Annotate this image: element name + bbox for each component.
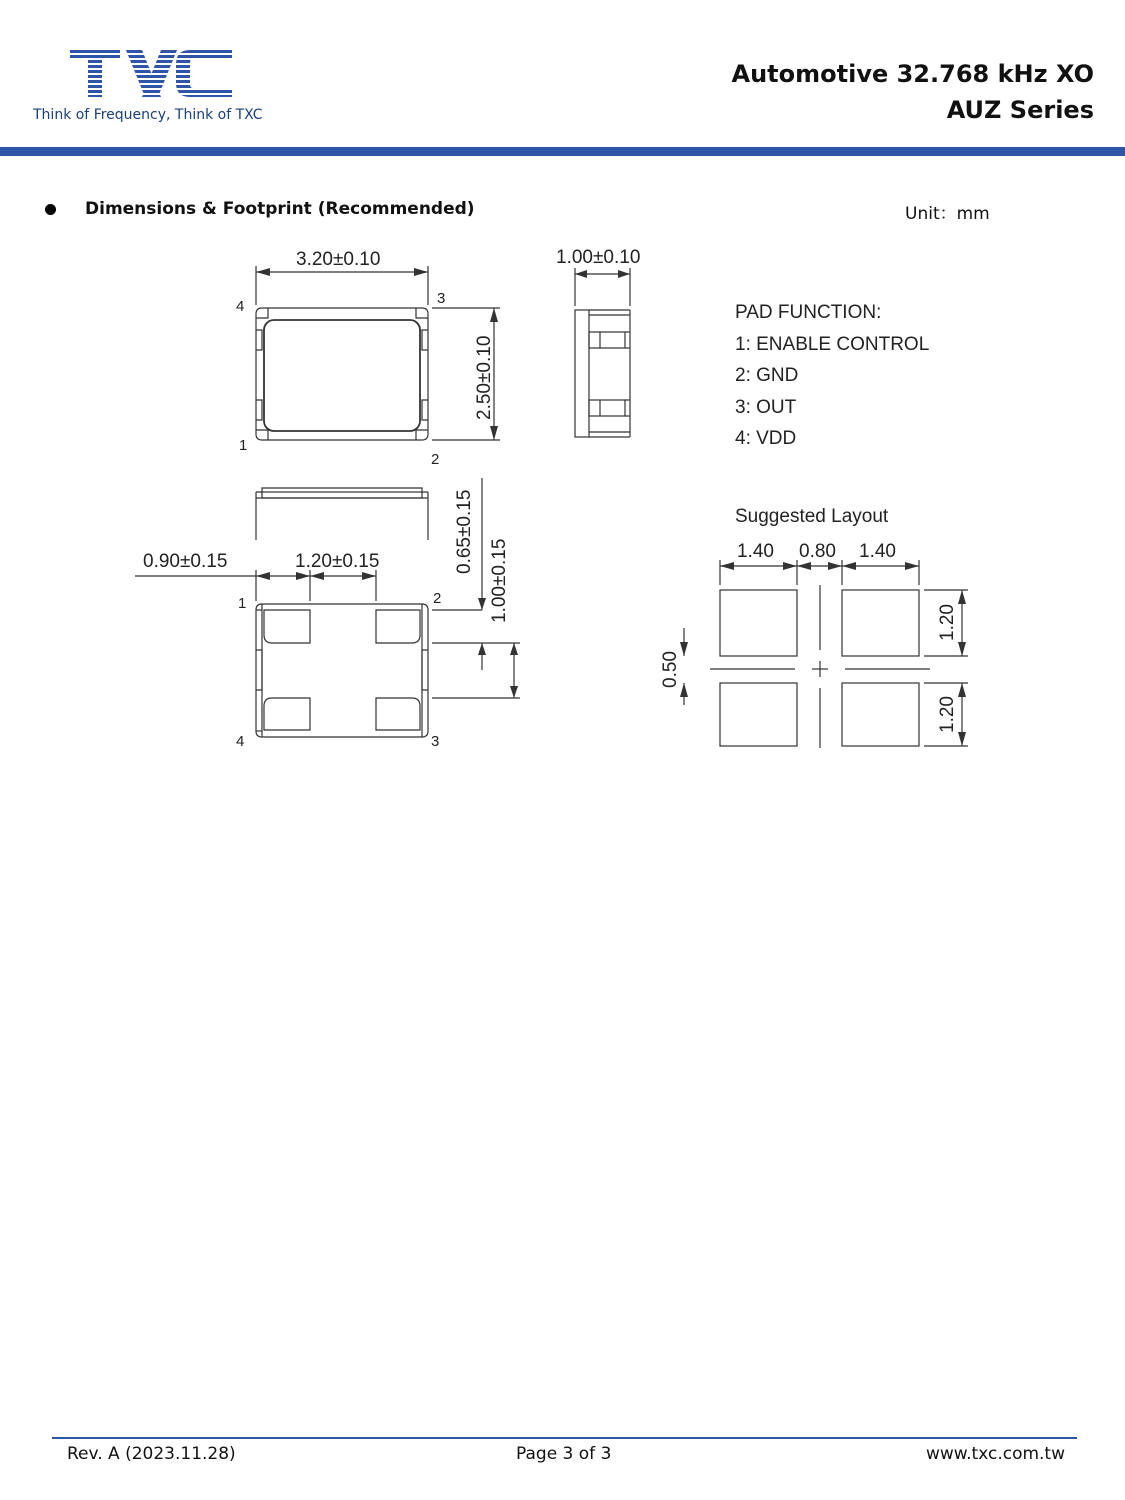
pin-label-1-bottom: 1 <box>238 595 247 612</box>
suggested-layout-drawing <box>684 560 968 748</box>
dim-pad-length: 1.20±0.15 <box>295 551 380 572</box>
dim-pad-pitch: 1.00±0.15 <box>489 538 510 623</box>
unit-label: Unit：mm <box>905 204 990 224</box>
pin-label-1-top: 1 <box>239 437 248 454</box>
layout-dim-pad-w2: 1.40 <box>859 541 896 562</box>
website-link[interactable]: www.txc.com.tw <box>925 1444 1065 1464</box>
layout-dim-gap-x: 0.80 <box>799 541 836 562</box>
dim-height: 1.00±0.10 <box>556 247 641 268</box>
pin-label-4-bottom: 4 <box>236 733 245 750</box>
footer-rule <box>52 1437 1077 1439</box>
pad-function-item: 3: OUT <box>735 396 797 418</box>
front-view <box>256 488 428 540</box>
top-view <box>256 266 500 440</box>
dim-pad-gap: 0.65±0.15 <box>454 489 475 574</box>
logo-tagline: Think of Frequency, Think of TXC <box>33 107 263 123</box>
dim-width: 2.50±0.10 <box>474 335 495 420</box>
layout-dim-pad-h1: 1.20 <box>937 604 958 641</box>
pad-function-title: PAD FUNCTION: <box>735 302 882 323</box>
pad-function-item: 4: VDD <box>735 428 797 449</box>
layout-dim-pad-w1: 1.40 <box>737 541 774 562</box>
pin-label-3-top: 3 <box>437 290 446 307</box>
side-view <box>575 268 630 437</box>
dim-length: 3.20±0.10 <box>296 249 381 270</box>
pin-label-2-bottom: 2 <box>433 590 442 607</box>
pin-label-3-bottom: 3 <box>431 733 440 750</box>
series-name: AUZ Series <box>946 96 1094 124</box>
revision-label: Rev. A (2023.11.28) <box>67 1444 236 1464</box>
layout-dim-gap-y: 0.50 <box>660 651 681 688</box>
pad-function-item: 2: GND <box>735 365 799 386</box>
pad-function-list <box>735 297 929 455</box>
pin-label-4-top: 4 <box>236 298 245 315</box>
page-number: Page 3 of 3 <box>516 1444 612 1464</box>
pad-function-item: 1: ENABLE CONTROL <box>735 333 930 355</box>
layout-dim-pad-h2: 1.20 <box>937 696 958 733</box>
pin-label-2-top: 2 <box>431 451 440 468</box>
product-name: Automotive 32.768 kHz XO <box>731 60 1094 88</box>
section-title: Dimensions & Footprint (Recommended) <box>85 199 475 219</box>
dim-pad-edge: 0.90±0.15 <box>143 551 228 572</box>
suggested-layout-title: Suggested Layout <box>735 506 889 527</box>
